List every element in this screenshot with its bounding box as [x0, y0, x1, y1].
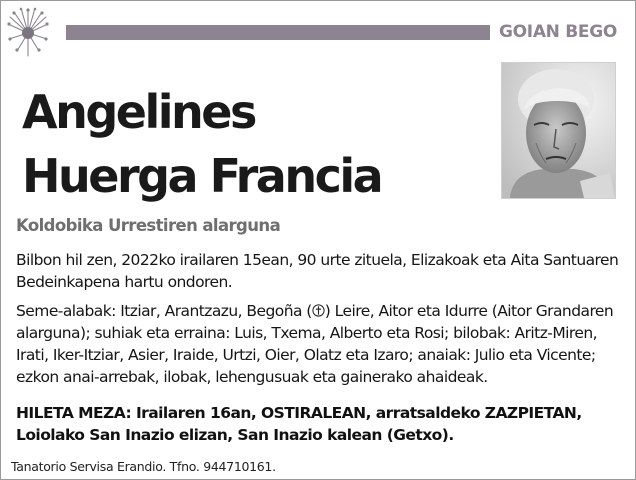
footer-funeral-home: Tanatorio Servisa Erandio. Tfno. 944710161.	[11, 459, 276, 474]
deceased-subtitle: Koldobika Urrestiren alarguna	[16, 216, 281, 235]
family-list-part-2: ) Leire, Aitor eta Idurre (Aitor Grandaren alarguna); suhiak eta erraina: Luis, Txema, Alberto eta Rosi; bilobak: Aritz-Miren, Irati, Iker-Itziar, Asier, Iraide, Urtzi, Oier, Olatz eta Izaro; anaiak: Julio eta Vicente; ezkon anai-arrebak, ilobak, lehengusuak eta gainerako ahaideak.	[16, 302, 614, 386]
family-list-text	[16, 300, 624, 388]
funeral-mass-text: HILETA MEZA: Irailaren 16an, OSTIRALEAN, arratsaldeko ZAZPIETAN, Loiolako San Inazio elizan, San Inazio kalean (Getxo).	[16, 404, 582, 444]
death-notice-text: Bilbon hil zen, 2022ko irailaren 15ean, 90 urte zituela, Elizakoak eta Aita Santuaren Bedeinkapena hartu ondoren.	[16, 251, 619, 291]
cross-in-circle-icon	[312, 303, 325, 318]
family-list-part-1: Seme-alabak: Itziar, Arantzazu, Begoña (	[16, 302, 312, 320]
header-label: GOIAN BEGO	[498, 22, 617, 42]
deceased-name-surnames: Huerga Francia	[22, 149, 382, 203]
flower-ornament-icon	[6, 6, 50, 58]
deceased-name-first: Angelines	[22, 85, 255, 139]
deceased-photo	[501, 62, 616, 199]
header-bar	[66, 25, 490, 40]
